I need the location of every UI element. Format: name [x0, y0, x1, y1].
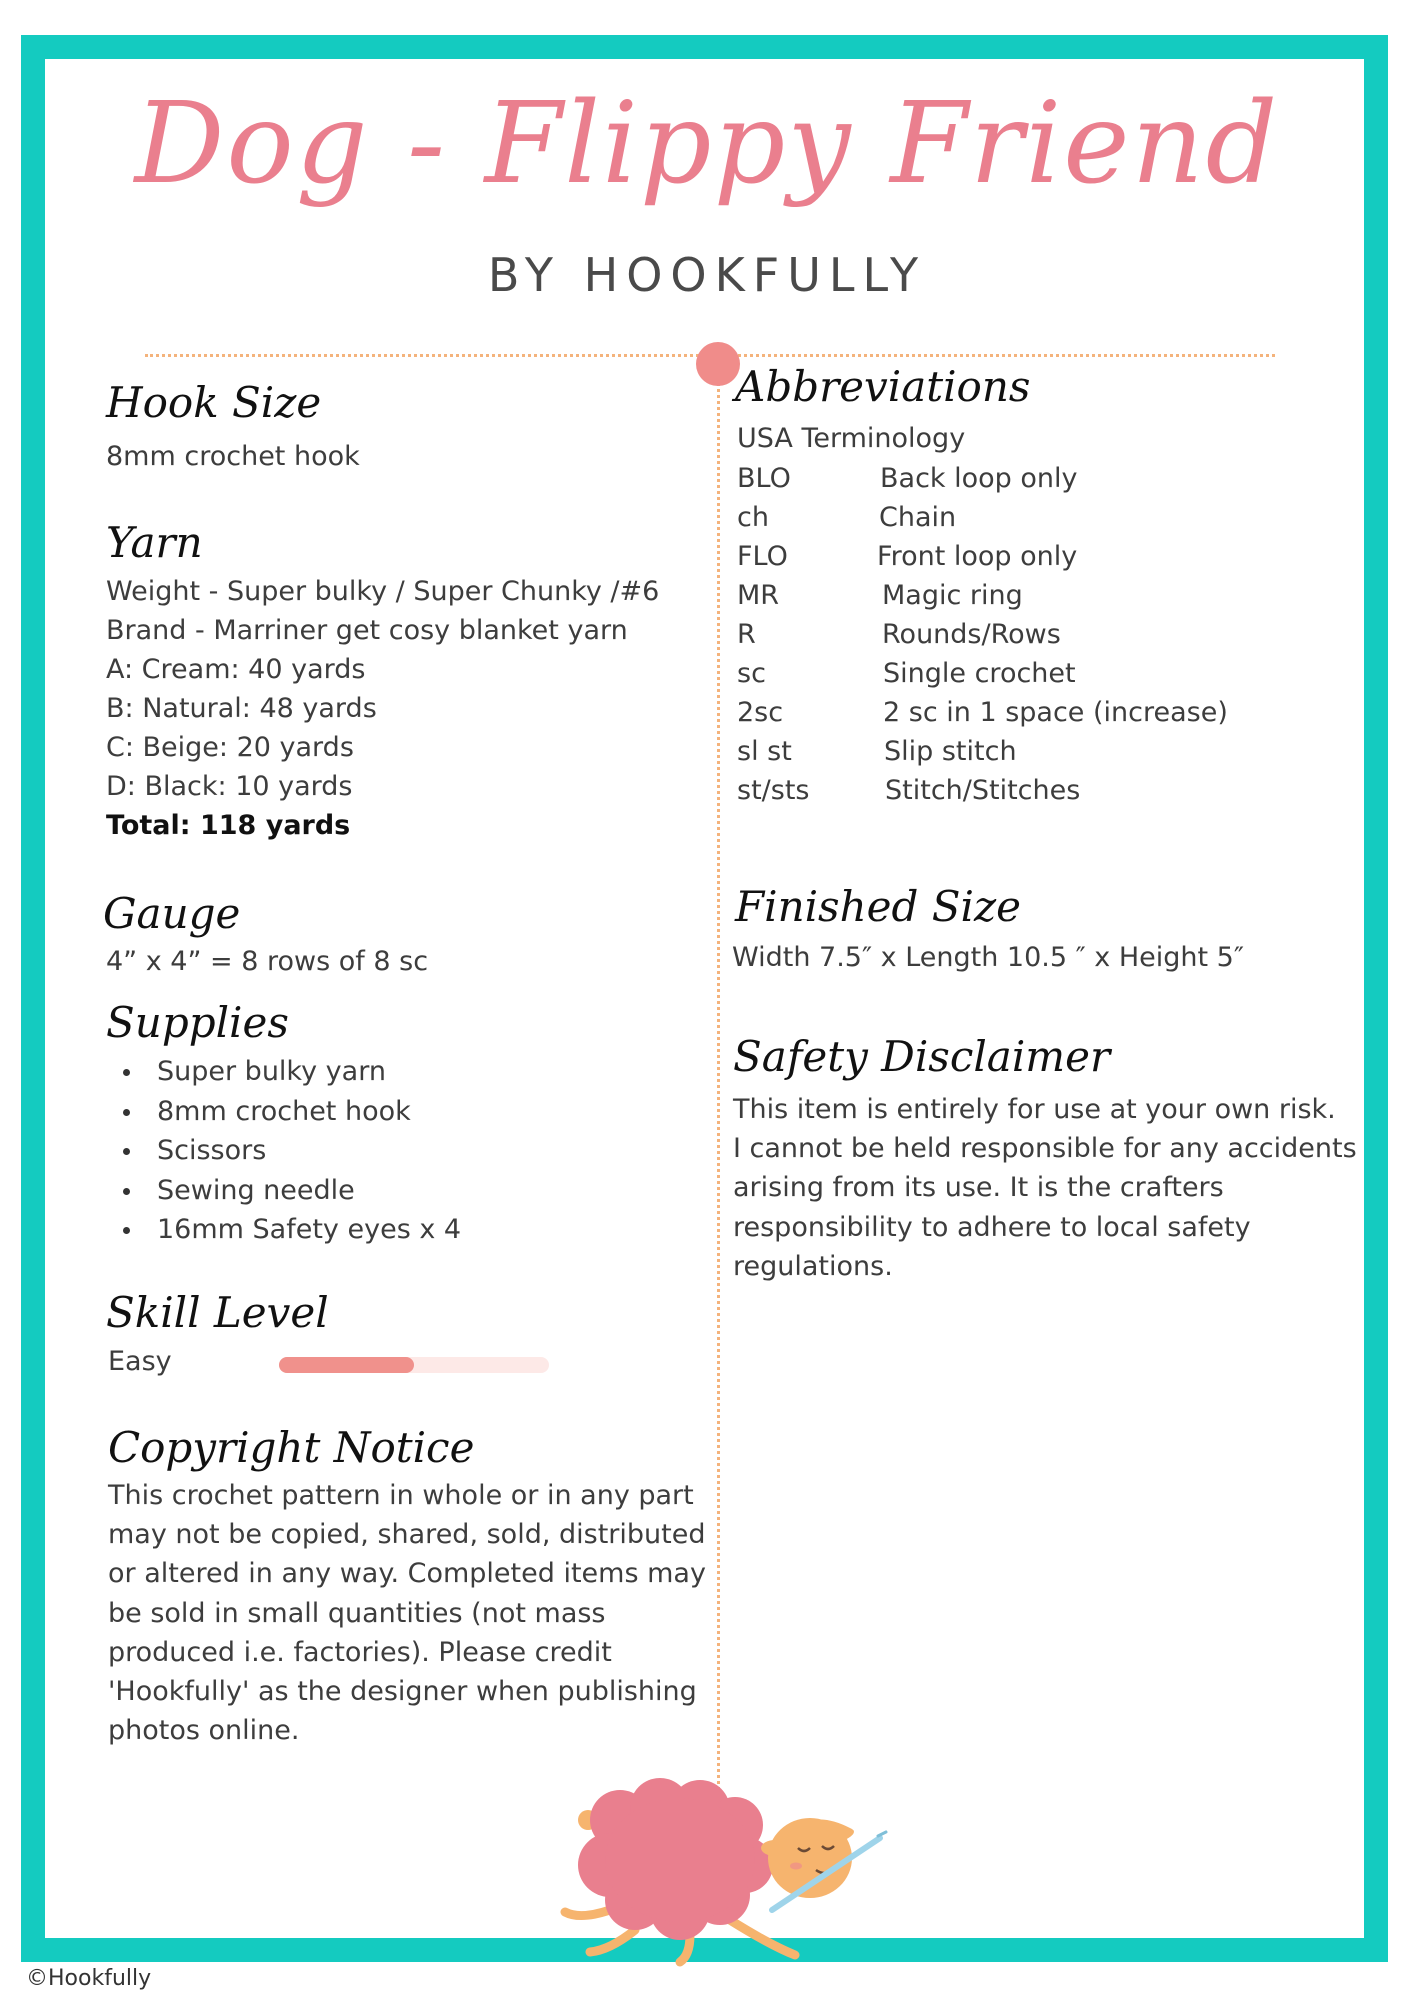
abbreviation-term: MR: [737, 580, 780, 611]
yarn-details: [106, 572, 659, 845]
skill-level-bar-fill: [279, 1357, 414, 1373]
copyright-line: or altered in any way. Completed items may: [108, 1558, 706, 1590]
terminology-label: USA Terminology: [737, 423, 966, 454]
copyright-line: may not be copied, shared, sold, distributed: [108, 1519, 706, 1551]
yarn-total: Total: 118 yards: [106, 810, 351, 841]
safety-line: This item is entirely for use at your own risk.: [733, 1094, 1336, 1125]
finished-size-heading: Finished Size: [735, 882, 1021, 931]
skill-level-heading: Skill Level: [106, 1288, 329, 1337]
safety-text: [733, 1090, 1357, 1286]
page-subtitle: BY HOOKFULLY: [487, 248, 927, 302]
copyright-line: produced i.e. factories). Please credit: [108, 1636, 612, 1668]
copyright-line: be sold in small quantities (not mass: [108, 1597, 606, 1629]
safety-line: responsibility to adhere to local safety: [733, 1211, 1251, 1243]
supplies-item: Sewing needle: [106, 1171, 461, 1211]
footer-copyright: ©Hookfully: [26, 1966, 152, 1991]
abbreviation-term: FLO: [737, 541, 788, 572]
yarn-line: Brand - Marriner get cosy blanket yarn: [106, 615, 628, 646]
abbreviation-term: BLO: [737, 463, 791, 494]
safety-heading: Safety Disclaimer: [733, 1032, 1111, 1081]
abbreviation-meaning: Stitch/Stitches: [885, 775, 1081, 806]
abbreviations-heading: Abbreviations: [735, 362, 1031, 411]
yarn-heading: Yarn: [106, 518, 203, 567]
abbreviation-row: [737, 771, 1337, 810]
safety-line: I cannot be held responsible for any accidents: [733, 1133, 1357, 1165]
copyright-line: This crochet pattern in whole or in any part: [108, 1480, 694, 1511]
safety-line: regulations.: [733, 1250, 893, 1282]
page-title: Dog - Flippy Friend: [134, 79, 1280, 209]
supplies-item: 8mm crochet hook: [106, 1092, 461, 1132]
abbreviation-term: sl st: [737, 736, 792, 767]
abbreviation-meaning: Back loop only: [880, 463, 1078, 494]
abbreviation-term: ch: [737, 502, 769, 533]
crocheting-sheep-illustration: [540, 1770, 940, 1970]
abbreviation-meaning: Rounds/Rows: [882, 619, 1061, 650]
copyright-heading: Copyright Notice: [108, 1423, 475, 1472]
abbreviation-row: [737, 615, 1337, 654]
gauge-value: 4” x 4” = 8 rows of 8 sc: [106, 946, 429, 977]
vertical-divider: [717, 370, 720, 1790]
abbreviation-term: sc: [737, 658, 766, 689]
abbreviation-row: [737, 537, 1337, 576]
hook-size-heading: Hook Size: [106, 378, 322, 427]
copyright-text: [108, 1476, 706, 1750]
safety-line: arising from its use. It is the crafters: [733, 1172, 1224, 1204]
copyright-line: 'Hookfully' as the designer when publishing: [108, 1675, 697, 1707]
skill-level-bar: [279, 1357, 549, 1373]
gauge-heading: Gauge: [103, 889, 241, 938]
abbreviation-meaning: Slip stitch: [884, 736, 1017, 767]
yarn-line: B: Natural: 48 yards: [106, 693, 377, 724]
divider-dot: [696, 342, 740, 386]
abbreviation-term: 2sc: [737, 697, 784, 728]
yarn-line: D: Black: 10 yards: [106, 771, 353, 802]
abbreviation-row: [737, 654, 1337, 693]
abbreviation-row: [737, 498, 1337, 537]
abbreviation-term: st/sts: [737, 775, 810, 806]
abbreviation-row: [737, 459, 1337, 498]
abbreviation-meaning: Chain: [879, 502, 957, 533]
skill-level-value: Easy: [108, 1346, 172, 1377]
abbreviation-meaning: Single crochet: [883, 658, 1076, 689]
abbreviation-meaning: Magic ring: [882, 580, 1023, 611]
supplies-item: Super bulky yarn: [106, 1052, 461, 1092]
yarn-line: Weight - Super bulky / Super Chunky /#6: [106, 576, 660, 607]
finished-size-value: Width 7.5″ x Length 10.5 ″ x Height 5″: [732, 942, 1244, 973]
supplies-item: 16mm Safety eyes x 4: [106, 1210, 461, 1250]
supplies-list: [106, 1052, 461, 1250]
supplies-heading: Supplies: [106, 998, 289, 1047]
abbreviation-term: R: [737, 619, 756, 650]
abbreviation-row: [737, 732, 1337, 771]
abbreviation-meaning: Front loop only: [877, 541, 1078, 572]
hook-size-value: 8mm crochet hook: [106, 441, 360, 472]
abbreviations-table: [737, 459, 1337, 810]
yarn-line: A: Cream: 40 yards: [106, 654, 366, 685]
abbreviation-meaning: 2 sc in 1 space (increase): [883, 697, 1228, 728]
abbreviation-row: [737, 576, 1337, 615]
yarn-line: C: Beige: 20 yards: [106, 732, 354, 763]
supplies-item: Scissors: [106, 1131, 461, 1171]
abbreviation-row: [737, 693, 1337, 732]
copyright-line: photos online.: [108, 1715, 300, 1747]
